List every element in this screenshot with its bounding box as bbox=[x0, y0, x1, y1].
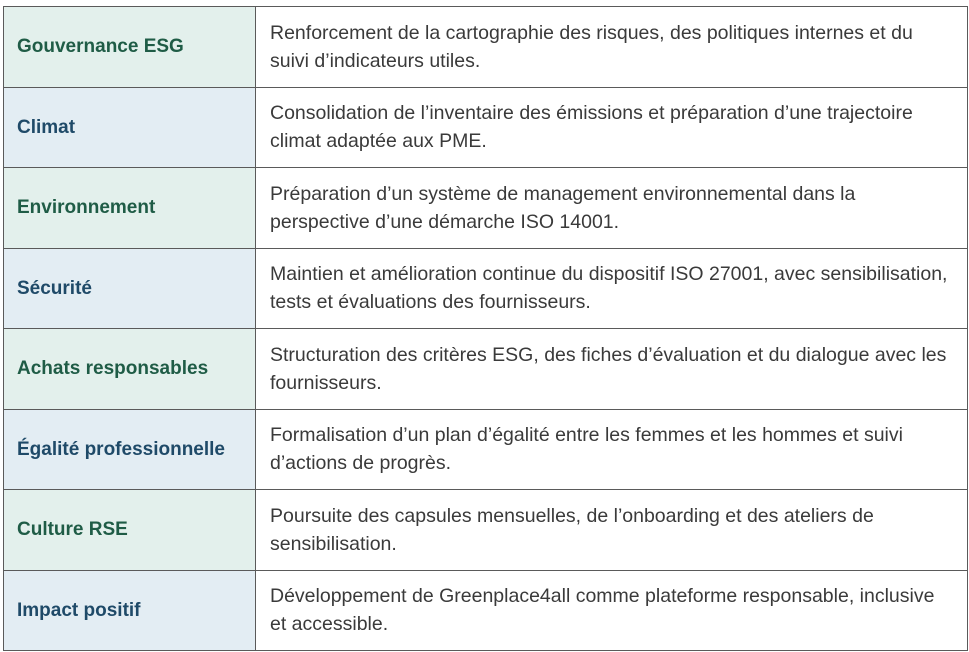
table-row bbox=[4, 329, 968, 410]
row-label-positive-impact: Impact positif bbox=[4, 570, 256, 651]
row-label-csr-culture: Culture RSE bbox=[4, 490, 256, 571]
row-label-responsible-purchasing: Achats responsables bbox=[4, 329, 256, 410]
row-label-governance: Gouvernance ESG bbox=[4, 7, 256, 88]
row-description: Consolidation de l’inventaire des émissions et préparation d’une trajectoire climat adaptée aux PME. bbox=[256, 87, 968, 168]
row-description: Structuration des critères ESG, des fiches d’évaluation et du dialogue avec les fournisseurs. bbox=[256, 329, 968, 410]
table-row bbox=[4, 570, 968, 651]
table-row bbox=[4, 87, 968, 168]
table-row bbox=[4, 248, 968, 329]
table-row bbox=[4, 7, 968, 88]
row-description: Préparation d’un système de management environnemental dans la perspective d’une démarche ISO 14001. bbox=[256, 168, 968, 249]
table-row bbox=[4, 168, 968, 249]
row-label-climate: Climat bbox=[4, 87, 256, 168]
table-row bbox=[4, 409, 968, 490]
row-description: Renforcement de la cartographie des risques, des politiques internes et du suivi d’indicateurs utiles. bbox=[256, 7, 968, 88]
row-description: Poursuite des capsules mensuelles, de l’onboarding et des ateliers de sensibilisation. bbox=[256, 490, 968, 571]
esg-priorities-table bbox=[3, 6, 968, 651]
table-row bbox=[4, 490, 968, 571]
row-description: Développement de Greenplace4all comme plateforme responsable, inclusive et accessible. bbox=[256, 570, 968, 651]
row-label-security: Sécurité bbox=[4, 248, 256, 329]
row-label-professional-equality: Égalité professionnelle bbox=[4, 409, 256, 490]
row-label-environment: Environnement bbox=[4, 168, 256, 249]
row-description: Maintien et amélioration continue du dispositif ISO 27001, avec sensibilisation, tests et évaluations des fournisseurs. bbox=[256, 248, 968, 329]
row-description: Formalisation d’un plan d’égalité entre les femmes et les hommes et suivi d’actions de progrès. bbox=[256, 409, 968, 490]
